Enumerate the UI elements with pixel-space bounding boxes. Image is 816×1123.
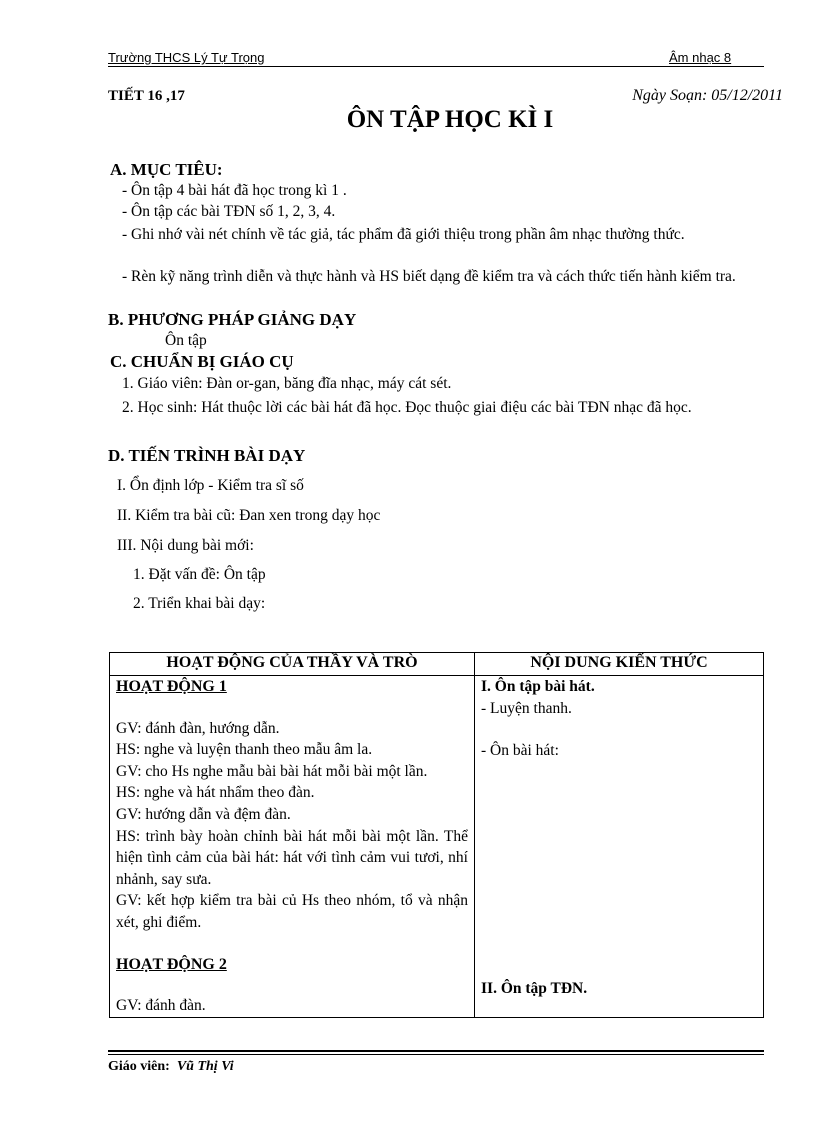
activity-table xyxy=(109,652,764,1018)
page-title: ÔN TẬP HỌC KÌ I xyxy=(346,106,554,133)
knowledge-cell xyxy=(475,676,764,1018)
knowledge-line: - Ôn bài hát: xyxy=(481,742,559,760)
section-a-title: A. MỤC TIÊU: xyxy=(110,160,223,179)
section-b-title: B. PHƯƠNG PHÁP GIẢNG DẠY xyxy=(108,310,357,329)
section-b-text: Ôn tập xyxy=(165,332,207,349)
activity-line: HS: nghe và hát nhẩm theo đàn. xyxy=(116,784,315,802)
header-school: Trường THCS Lý Tự Trọng xyxy=(108,50,265,65)
header-divider xyxy=(108,66,764,67)
lesson-number: TIẾT 16 ,17 xyxy=(108,88,185,104)
section-d-item: 1. Đặt vấn đề: Ôn tập xyxy=(133,566,266,583)
section-a-item: - Ôn tập 4 bài hát đã học trong kì 1 . xyxy=(122,182,347,199)
section-d-item: III. Nội dung bài mới: xyxy=(117,537,254,554)
section-c-item: 1. Giáo viên: Đàn or-gan, băng đĩa nhạc, máy cát sét. xyxy=(122,375,452,392)
lesson-date: Ngày Soạn: 05/12/2011 xyxy=(632,87,783,104)
section-a-item: - Ghi nhớ vài nét chính về tác giả, tác phẩm đã giới thiệu trong phần âm nhạc thường thức. xyxy=(122,226,685,243)
table-header: NỘI DUNG KIẾN THỨC xyxy=(475,653,764,676)
activity-line: GV: hướng dẫn và đệm đàn. xyxy=(116,805,291,823)
section-d-item: 2. Triển khai bài dạy: xyxy=(133,595,266,612)
activity-line: GV: đánh đàn. xyxy=(116,997,206,1015)
footer-divider xyxy=(108,1054,764,1055)
activity-line: HS: trình bày hoàn chỉnh bài hát mỗi bài một lần. Thể hiện tình cảm của bài hát: hát với tình cảm vui tươi, nhí nhảnh, say sưa. xyxy=(116,827,468,888)
header-subject: Âm nhạc 8 xyxy=(669,50,732,65)
activity-heading: HOẠT ĐỘNG 2 xyxy=(116,955,227,973)
section-d-title: D. TIẾN TRÌNH BÀI DẠY xyxy=(108,446,306,465)
knowledge-heading: I. Ôn tập bài hát. xyxy=(481,678,595,695)
knowledge-line: - Luyện thanh. xyxy=(481,699,572,717)
footer-label: Giáo viên: xyxy=(108,1059,170,1074)
section-a-item: - Rèn kỹ năng trình diễn và thực hành và HS biết dạng đề kiểm tra và cách thức tiến hành kiểm tra. xyxy=(122,268,736,285)
activity-line: GV: kết hợp kiểm tra bài củ Hs theo nhóm, tổ và nhận xét, ghi điểm. xyxy=(116,892,468,931)
section-d-item: I. Ổn định lớp - Kiểm tra sĩ số xyxy=(117,477,304,494)
footer-divider xyxy=(108,1050,764,1052)
footer-teacher xyxy=(108,1059,234,1075)
footer-teacher-name: Vũ Thị Vi xyxy=(176,1059,234,1074)
activity-heading: HOẠT ĐỘNG 1 xyxy=(116,678,227,695)
activity-line: GV: đánh đàn, hướng dẫn. xyxy=(116,719,280,737)
activity-line: HS: nghe và luyện thanh theo mẫu âm la. xyxy=(116,741,373,759)
section-d-item: II. Kiểm tra bài cũ: Đan xen trong dạy học xyxy=(117,507,381,524)
table-header: HOẠT ĐỘNG CỦA THẦY VÀ TRÒ xyxy=(110,653,475,676)
section-c-title: C. CHUẨN BỊ GIÁO CỤ xyxy=(110,352,294,371)
section-c-item: 2. Học sinh: Hát thuộc lời các bài hát đã học. Đọc thuộc giai điệu các bài TĐN nhạc đã học. xyxy=(122,399,692,416)
knowledge-heading: II. Ôn tập TĐN. xyxy=(481,979,588,997)
activity-line: GV: cho Hs nghe mẫu bài bài hát mỗi bài một lần. xyxy=(116,762,428,780)
teacher-student-cell xyxy=(110,676,475,1018)
section-a-item: - Ôn tập các bài TĐN số 1, 2, 3, 4. xyxy=(122,203,336,220)
